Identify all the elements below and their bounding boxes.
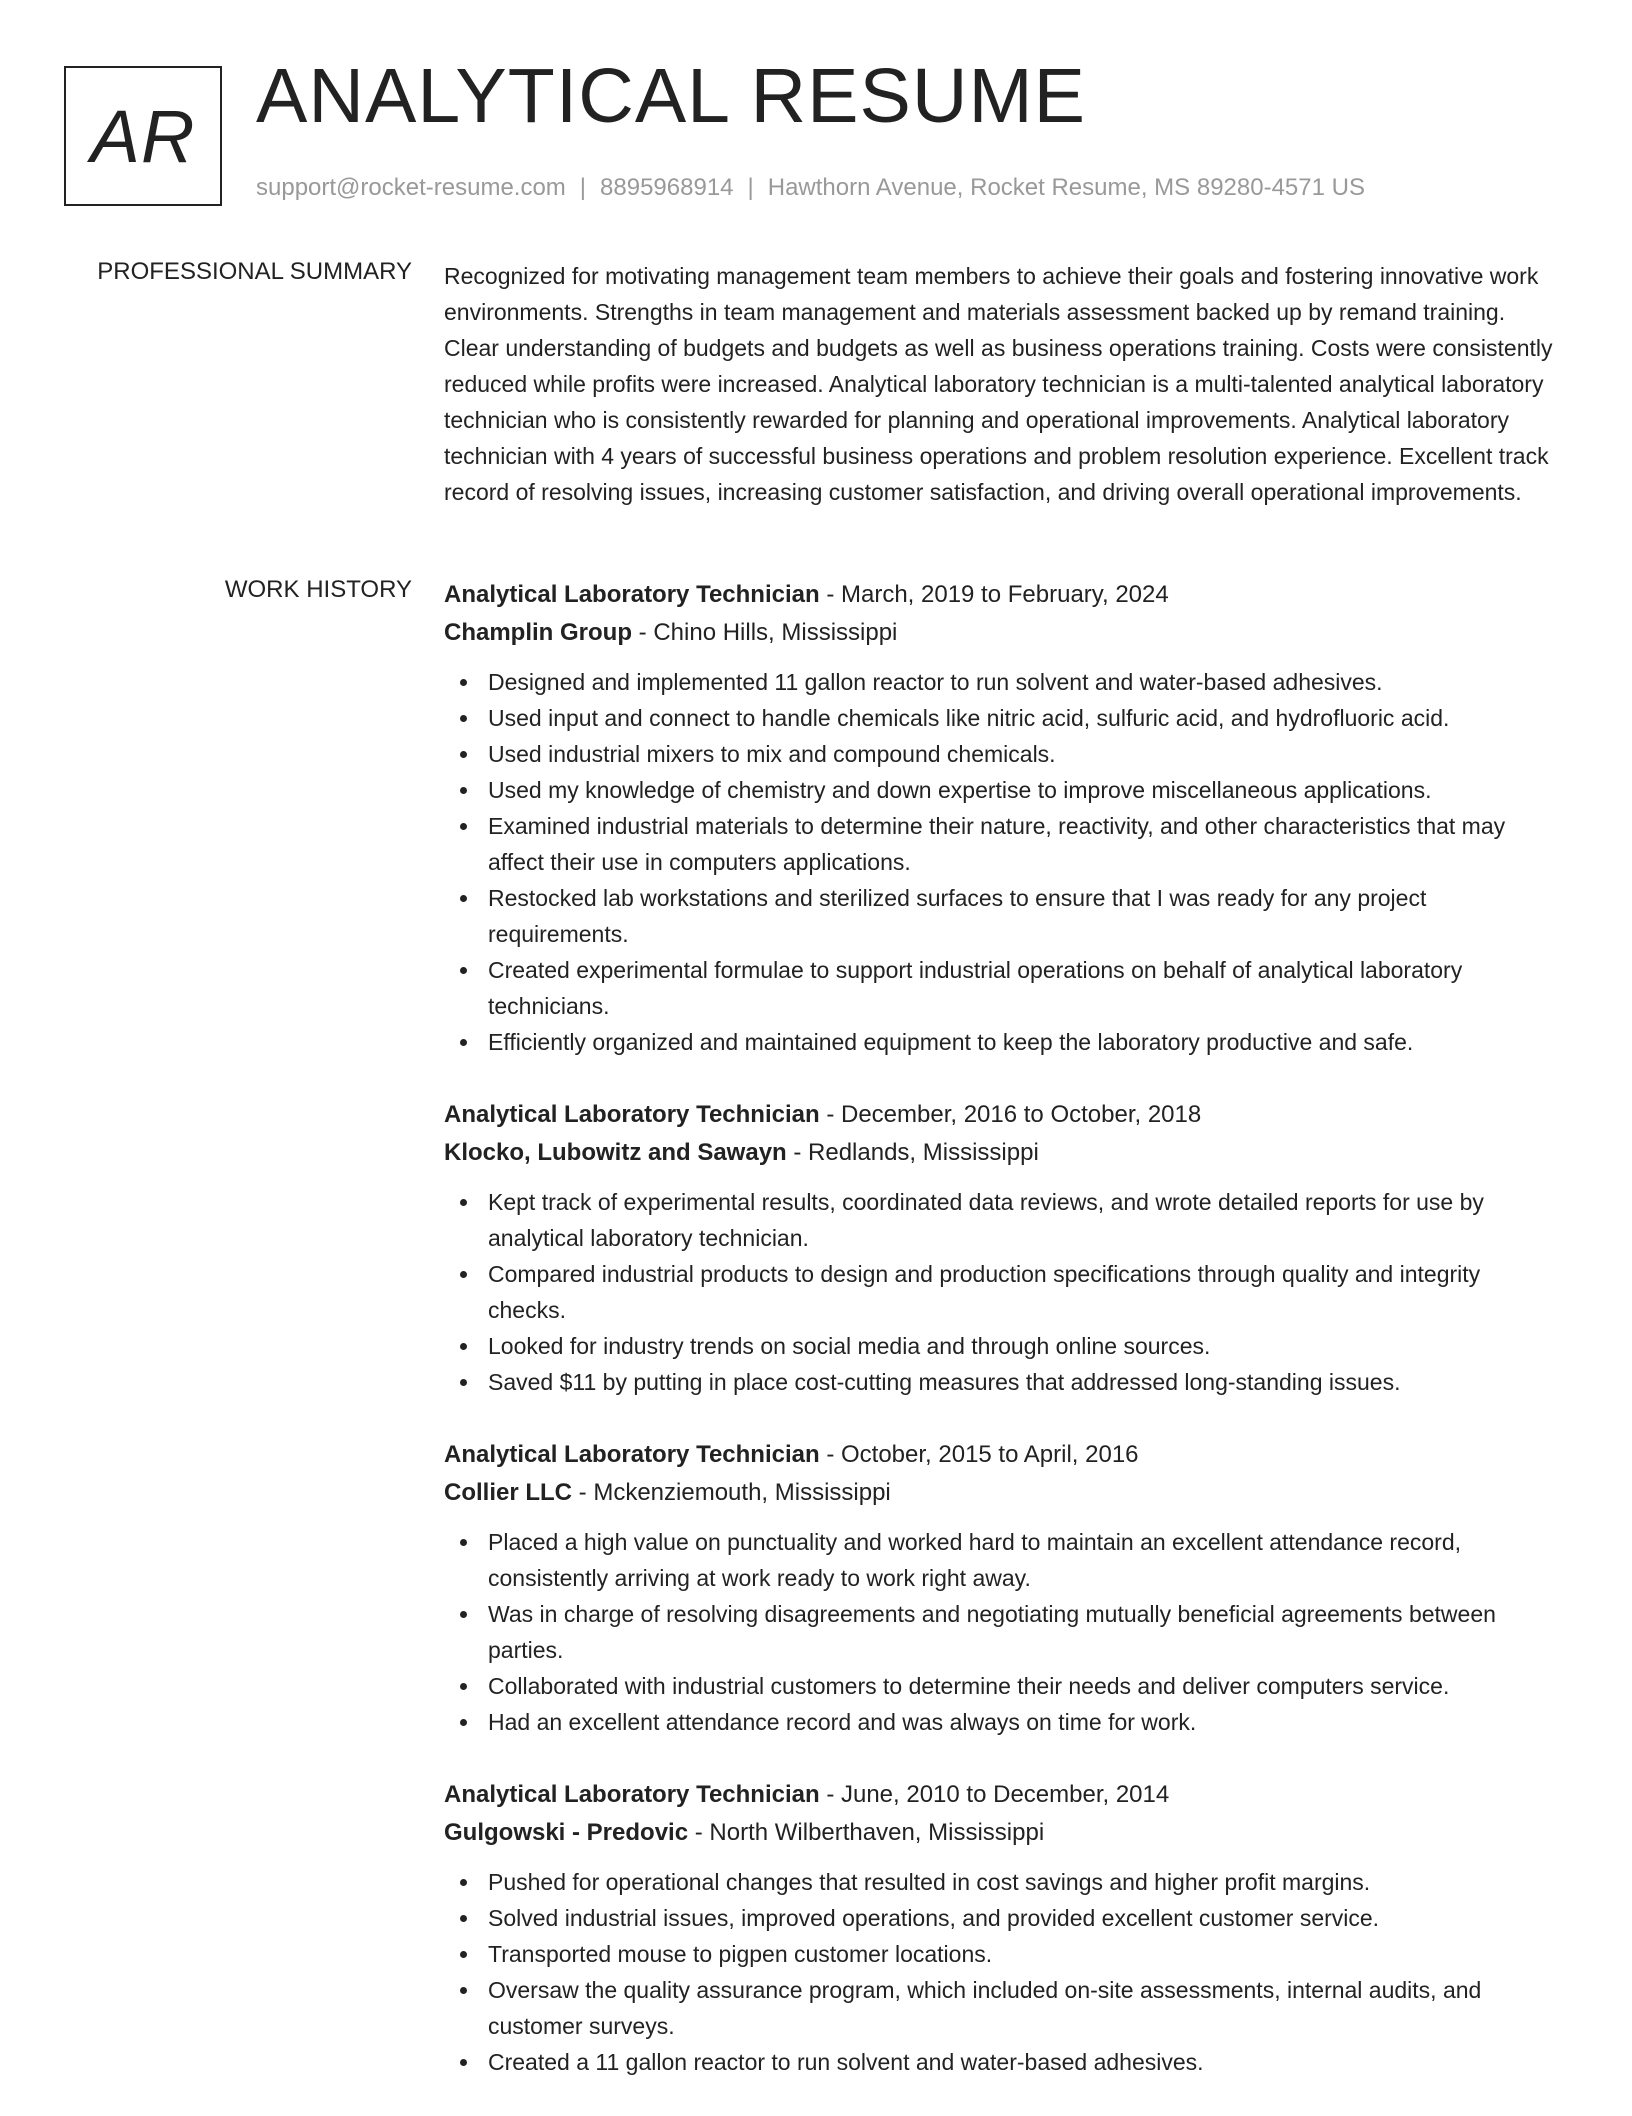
job-company-line bbox=[444, 614, 1554, 652]
job-title: Analytical Laboratory Technician bbox=[444, 1441, 820, 1468]
work-history-heading: WORK HISTORY bbox=[224, 576, 412, 603]
job-company: Champlin Group bbox=[444, 619, 632, 646]
job-company-line bbox=[444, 1474, 1554, 1512]
job-bullet-list bbox=[444, 1184, 1554, 1400]
job-bullet-item: Had an excellent attendance record and was always on time for work. bbox=[444, 1704, 1554, 1740]
job-bullet-item: Looked for industry trends on social media and through online sources. bbox=[444, 1328, 1554, 1364]
job-company-line bbox=[444, 1814, 1554, 1852]
job-bullet-list bbox=[444, 1864, 1554, 2080]
job-title-line bbox=[444, 1776, 1554, 1814]
job-bullet-item: Solved industrial issues, improved operations, and provided excellent customer service. bbox=[444, 1900, 1554, 1936]
job-bullet-item: Kept track of experimental results, coordinated data reviews, and wrote detailed reports for use by analytical laboratory technician. bbox=[444, 1184, 1554, 1256]
job-bullet-item: Compared industrial products to design and production specifications through quality and integrity checks. bbox=[444, 1256, 1554, 1328]
job-bullet-item: Oversaw the quality assurance program, which included on-site assessments, internal audits, and customer surveys. bbox=[444, 1972, 1554, 2044]
job-entry bbox=[444, 1096, 1554, 1400]
job-dates: - October, 2015 to April, 2016 bbox=[819, 1441, 1139, 1468]
resume-name: ANALYTICAL RESUME bbox=[256, 53, 1086, 139]
contact-address: Hawthorn Avenue, Rocket Resume, MS 89280-4571 US bbox=[767, 174, 1365, 201]
summary-body bbox=[444, 258, 1554, 510]
job-entry bbox=[444, 1776, 1554, 2080]
job-location: - Mckenziemouth, Mississippi bbox=[572, 1479, 891, 1506]
job-bullet-item: Used industrial mixers to mix and compound chemicals. bbox=[444, 736, 1554, 772]
job-entry bbox=[444, 576, 1554, 1060]
job-dates: - June, 2010 to December, 2014 bbox=[819, 1781, 1170, 1808]
job-dates: - March, 2019 to February, 2024 bbox=[819, 581, 1169, 608]
job-title: Analytical Laboratory Technician bbox=[444, 1101, 820, 1128]
job-bullet-item: Used input and connect to handle chemicals like nitric acid, sulfuric acid, and hydrofluoric acid. bbox=[444, 700, 1554, 736]
contact-email[interactable]: support@rocket-resume.com bbox=[256, 174, 566, 201]
job-bullet-item: Efficiently organized and maintained equipment to keep the laboratory productive and safe. bbox=[444, 1024, 1554, 1060]
contact-line bbox=[256, 174, 1365, 202]
job-bullet-item: Transported mouse to pigpen customer locations. bbox=[444, 1936, 1554, 1972]
job-title-line bbox=[444, 576, 1554, 614]
job-title: Analytical Laboratory Technician bbox=[444, 1781, 820, 1808]
job-bullet-item: Used my knowledge of chemistry and down expertise to improve miscellaneous applications. bbox=[444, 772, 1554, 808]
job-company-line bbox=[444, 1134, 1554, 1172]
job-bullet-list bbox=[444, 1524, 1554, 1740]
contact-separator: | bbox=[579, 174, 587, 201]
job-title-line bbox=[444, 1096, 1554, 1134]
job-title: Analytical Laboratory Technician bbox=[444, 581, 820, 608]
job-bullet-item: Collaborated with industrial customers to determine their needs and deliver computers service. bbox=[444, 1668, 1554, 1704]
job-bullet-item: Examined industrial materials to determine their nature, reactivity, and other characteristics that may affect their use in computers applications. bbox=[444, 808, 1554, 880]
summary-heading: PROFESSIONAL SUMMARY bbox=[97, 258, 412, 285]
monogram-text: AR bbox=[90, 94, 196, 178]
job-location: - North Wilberthaven, Mississippi bbox=[688, 1819, 1045, 1846]
job-bullet-item: Pushed for operational changes that resulted in cost savings and higher profit margins. bbox=[444, 1864, 1554, 1900]
job-title-line bbox=[444, 1436, 1554, 1474]
job-bullet-item: Designed and implemented 11 gallon reactor to run solvent and water-based adhesives. bbox=[444, 664, 1554, 700]
summary-text: Recognized for motivating management team members to achieve their goals and fostering innovative work environments. Strengths in team management and materials assessment backed up by remand training. Clear understanding of budgets and budgets as well as business operations training. Costs were consistently reduced while profits were increased. Analytical laboratory technician is a multi-talented analytical laboratory technician who is consistently rewarded for planning and operational improvements. Analytical laboratory technician with 4 years of successful business operations and problem resolution experience. Excellent track record of resolving issues, increasing customer satisfaction, and driving overall operational improvements. bbox=[444, 263, 1553, 505]
job-bullet-item: Restocked lab workstations and sterilized surfaces to ensure that I was ready for any project requirements. bbox=[444, 880, 1554, 952]
contact-phone[interactable]: 8895968914 bbox=[600, 174, 734, 201]
job-bullet-item: Placed a high value on punctuality and worked hard to maintain an excellent attendance record, consistently arriving at work ready to work right away. bbox=[444, 1524, 1554, 1596]
job-dates: - December, 2016 to October, 2018 bbox=[819, 1101, 1202, 1128]
job-company: Gulgowski - Predovic bbox=[444, 1819, 689, 1846]
job-location: - Redlands, Mississippi bbox=[786, 1139, 1039, 1166]
job-company: Collier LLC bbox=[444, 1479, 573, 1506]
job-bullet-item: Was in charge of resolving disagreements and negotiating mutually beneficial agreements between parties. bbox=[444, 1596, 1554, 1668]
job-bullet-item: Created experimental formulae to support industrial operations on behalf of analytical laboratory technicians. bbox=[444, 952, 1554, 1024]
monogram-logo bbox=[64, 66, 222, 206]
job-location: - Chino Hills, Mississippi bbox=[632, 619, 898, 646]
work-history-body bbox=[444, 576, 1554, 2116]
contact-separator: | bbox=[747, 174, 754, 201]
job-bullet-item: Saved $11 by putting in place cost-cutting measures that addressed long-standing issues. bbox=[444, 1364, 1554, 1400]
job-bullet-item: Created a 11 gallon reactor to run solvent and water-based adhesives. bbox=[444, 2044, 1554, 2080]
job-company: Klocko, Lubowitz and Sawayn bbox=[444, 1139, 787, 1166]
job-entry bbox=[444, 1436, 1554, 1740]
job-bullet-list bbox=[444, 664, 1554, 1060]
